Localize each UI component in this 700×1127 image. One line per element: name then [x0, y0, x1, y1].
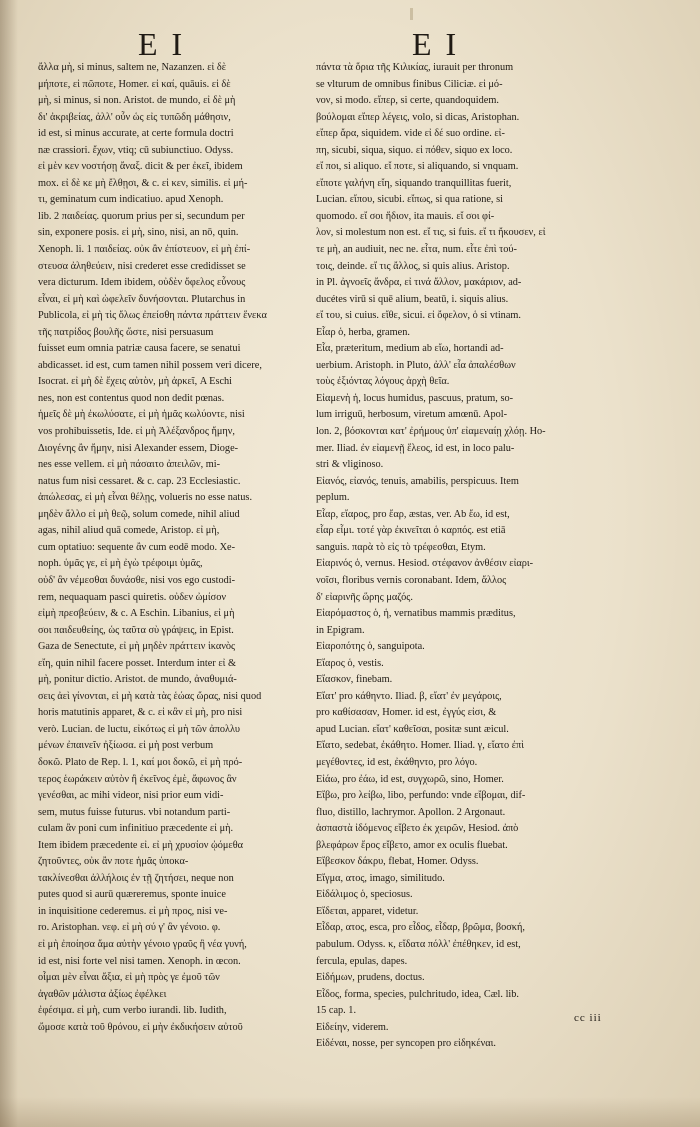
- text-line: Εἰανός, εἰανός, tenuis, amabilis, perspicuus. Item: [316, 475, 519, 487]
- text-line: cum optatiuo: sequente ἂν cum eodē modo. Xe-: [38, 541, 236, 553]
- text-line: τερος ἑωράκειν αὐτὸν ἢ ἐκεῖνος ἐμὲ, ἄφωνος ἂν: [38, 773, 237, 785]
- text-line: in Pl. ἀγνοεῖς ἄνδρα, εἰ τινά ἄλλον, μακάριον, ad-: [316, 277, 522, 289]
- text-line: Εἶα, præteritum, medium ab εἴω, hortandi ad-: [316, 343, 504, 355]
- text-line: ἐφέσιμα. εἰ μὴ, cum verbo iurandi. lib. Iudith,: [38, 1005, 227, 1017]
- text-line: se vlturum de omnibus finibus Ciliciæ. εἰ μό-: [316, 78, 503, 90]
- right-text-column: [316, 60, 634, 1053]
- text-line: νοῖσι, floribus vernis coronabant. Idem, ἄλλος: [316, 574, 507, 586]
- text-line: πάντα τὰ ὅρια τῆς Κιλικίας, iurauit per thronum: [316, 62, 514, 73]
- text-line: εἶναι, εἰ μὴ καὶ ὠφελεῖν δυνήσονται. Plutarchus in: [38, 293, 246, 305]
- text-line: δι' ἀκριβείας, ἀλλ' οὖν ὡς εἰς τυπῶδη μάθησιν,: [38, 111, 231, 123]
- text-line: sem, mutus fuisse futurus. vbi notandum parti-: [38, 806, 231, 818]
- text-line: μεγέθοντες, id est, ἐκάθηντο, pro λόγο.: [316, 756, 478, 768]
- text-line: vera dicturum. Idem ibidem, οὐδὲν ὄφελος εὖνους: [38, 277, 246, 289]
- text-line: μὴ, si minus, si non. Aristot. de mundo, εἰ δὲ μὴ: [38, 95, 236, 107]
- text-line: fuisset eum omnia patriæ causa facere, se senatui: [38, 343, 241, 355]
- gutter-shadow: [0, 0, 18, 1127]
- text-line: γενέσθαι, ac mihi videor, nisi prior eum vidi-: [38, 790, 224, 802]
- text-line: Εἴαρος ὁ, vestis.: [316, 657, 384, 669]
- text-line: culam ἂν poni cum infinitiuo præcedente εἰ μὴ.: [38, 823, 234, 835]
- text-line: ro. Aristophan. νεφ. εἰ μὴ σύ γ' ἂν γένοιο. φ.: [38, 922, 221, 934]
- text-line: stri & vliginoso.: [316, 459, 384, 471]
- text-line: τῆς πατρίδος βουλῆς ὥστε, nisi persuasum: [38, 326, 214, 338]
- text-line: ducétes virū si quē alium, beatū, i. siquis alius.: [316, 293, 509, 305]
- text-line: εἴ ποι, si aliquo. εἴ ποτε, si aliquando, si vnquam.: [316, 161, 519, 173]
- text-line: Εἶαρ, εἴαρος, pro ἔαρ, æstas, ver. Ab ἔω, id est,: [316, 508, 510, 520]
- text-line: Εἴγμα, ατος, imago, similitudo.: [316, 872, 445, 884]
- text-line: στευσα ἀληθεύειν, nisi crederet esse credidisset se: [38, 260, 246, 272]
- text-line: μένων ἐπαινεῖν ἠξίωσα. εἰ μὴ post verbum: [38, 740, 214, 752]
- text-line: verò. Lucian. de luctu, εἰκότως εἰ μὴ τῶν ἀπολλυ: [38, 723, 240, 735]
- text-line: ἄλλα μὴ, si minus, saltem ne, Nazanzen. εἰ δὲ: [38, 62, 227, 73]
- text-line: Εἶαρ ὁ, herba, gramen.: [316, 326, 410, 338]
- text-line: Εἶδαρ, ατος, esca, pro εἶδος, εἶδαρ, βρῶμα, βοσκή,: [316, 922, 525, 934]
- text-line: quomodo. εἴ σοι ἥδιον, ita mauis. εἴ σοι φί-: [316, 210, 495, 222]
- text-line: ὤμοσε κατὰ τοῦ θρόνου, εἰ μὴν ἐκδικήσειν αὐτοῦ: [38, 1021, 243, 1033]
- text-line: næ crassiori. ἔχων, vtiq; cū subiunctiuo. Odyss.: [38, 144, 234, 156]
- text-line: μηδὲν ἄλλο εἰ μὴ θεῷ, solum comede, nihil aliud: [38, 508, 240, 520]
- text-line: fluo, distillo, lachrymor. Apollon. 2 Argonaut.: [316, 806, 506, 818]
- text-line: vos prohibuissetis, Ide. εἰ μὴ Ἀλέξανδρος ἤμην,: [38, 426, 235, 438]
- text-line: pabulum. Odyss. κ, εἴδατα πόλλ' ἐπέθηκεν, id est,: [316, 938, 521, 950]
- text-line: Εἴβω, pro λείβω, libo, perfundo: vnde εἴβομαι, dif-: [316, 790, 526, 802]
- text-line: νον, si modo. εἴπερ, si certe, quandoquidem.: [316, 95, 499, 107]
- text-line: Εἰδέναι, nosse, per syncopen pro εἰδηκέναι.: [316, 1038, 496, 1050]
- text-line: fercula, epulas, dapes.: [316, 955, 408, 967]
- text-line: Εἰδάλιμος ὁ, speciosus.: [316, 889, 413, 901]
- text-line: Εἰαροπότης ὁ, sanguipota.: [316, 641, 425, 653]
- text-line: Εἰάω, pro ἐάω, id est, συγχωρῶ, sino, Homer.: [316, 773, 504, 785]
- text-line: εἰ μὴ ἐποίησα ἅμα αὐτὴν γένοιο γραῦς ἢ νέα γυνή,: [38, 938, 247, 950]
- text-line: μὴ, ponitur dictio. Aristot. de mundo, ἀναθυμιά-: [38, 674, 237, 686]
- text-line: apud Lucian. εἴατ' καθεῖσαι, positæ sunt æicul.: [316, 723, 509, 735]
- text-line: Εἰδείην, viderem.: [316, 1021, 389, 1033]
- text-line: οἶμαι μὲν εἶναι ἄξια, εἰ μὴ πρὸς γε ἐμοῦ τῶν: [38, 972, 220, 984]
- text-line: λον, si molestum non est. εἴ τις, si fuis. εἴ τι ἤκουσεν, εἰ: [316, 227, 546, 239]
- text-line: nes esse vellem. εἰ μὴ πάσαιτο ἀπειλῶν, mi-: [38, 459, 221, 471]
- text-line: ζητοῦντες, οὐκ ἂν ποτε ἡμᾶς ὑποκα-: [38, 856, 189, 868]
- text-line: id est, si minus accurate, at certe formula doctri: [38, 128, 234, 140]
- text-line: uerbium. Aristoph. in Pluto, ἀλλ' εἶα ἀπαλέσθων: [316, 359, 516, 371]
- text-line: δοκῶ. Plato de Rep. l. 1, καί μοι δοκῶ, εἰ μὴ πρό-: [38, 756, 243, 768]
- text-line: οὐδ' ἂν νέμεσθαι δυνάσθε, nisi vos ego custodi-: [38, 574, 236, 586]
- text-line: id est, nisi forte vel nisi tamen. Xenoph. in œcon.: [38, 955, 241, 967]
- text-line: Item ibidem præcedente εἰ. εἰ μὴ χρυσίον ᾠόμεθα: [38, 839, 244, 851]
- text-line: τε μὴ, an audiuit, nec ne. εἶτα, num. εἶτε ἐπὶ τού-: [316, 244, 517, 256]
- text-line: Isocrat. εἰ μὴ δὲ ἔχεις αὐτὸν, μὴ ἀρκεῖ, A Eschi: [38, 376, 233, 388]
- text-line: lum irriguū, herbosum, viretum amœnū. Apol-: [316, 409, 508, 421]
- left-text-column: [38, 60, 330, 1036]
- text-line: τοις, deinde. εἴ τις ἄλλος, si quis alius. Aristop.: [316, 260, 510, 272]
- text-line: τοὺς ἐξιόντας λόγους ἀρχὴ θεῖα.: [316, 376, 450, 388]
- text-line: πη, sicubi, siqua, siquo. εἰ πόθεν, siquo ex loco.: [316, 144, 513, 156]
- text-line: τακλίνεσθαι ἀλλήλοις ἐν τῇ ζητήσει, neque non: [38, 872, 234, 884]
- text-line: rem, nequaquam pasci quiretis. οὐδεν ὠμίσον: [38, 591, 227, 603]
- text-line: lon. 2, βόσκονται κατ' ἐρήμους ὑπ' εἰαμεναίῃ χλόῃ. Ho-: [316, 426, 546, 438]
- text-line: sanguis. παρὰ τὸ εἰς τὸ τρέφεσθαι, Etym.: [316, 541, 486, 553]
- text-line: Εἶδος, forma, species, pulchritudo, idea, Cæl. lib.: [316, 988, 520, 1000]
- text-line: σεις ἀεὶ γίνονται, εἰ μὴ κατὰ τὰς ἑώας ὥρας, nisi quod: [38, 690, 262, 702]
- text-line: horis matutinis apparet, & c. εἰ κἂν εἰ μὴ, pro nisi: [38, 707, 243, 719]
- text-line: εἴπερ ἄρα, siquidem. vide εἰ δέ suo ordine. εἰ-: [316, 128, 505, 140]
- text-line: Εἴατο, sedebat, ἐκάθητο. Homer. Iliad. γ, εἴατο ἐπὶ: [316, 740, 525, 752]
- text-line: lib. 2 παιδείας. quorum prius per si, secundum per: [38, 210, 245, 222]
- text-line: Εἴδεται, apparet, videtur.: [316, 905, 419, 917]
- text-line: Gaza de Senectute, εἰ μὴ μηδὲν πράττειν ἱκανὸς: [38, 641, 236, 653]
- text-line: εἴ του, si cuius. εἴθε, sicui. εἰ ὄφελον, ὁ si vtinam.: [316, 310, 521, 322]
- running-head-left: EI: [138, 26, 197, 62]
- text-line: εἰ μὲν κεν νοστήσῃ ἄναξ. dicit & per ἐκεῖ, ibidem: [38, 161, 243, 173]
- text-line: peplum.: [316, 492, 350, 504]
- text-line: Xenoph. li. 1 παιδείας. οὐκ ἂν ἐπίστευον, εἰ μὴ ἐπί-: [38, 244, 251, 256]
- ink-mark: [410, 8, 413, 20]
- text-line: ἀγαθῶν μάλιστα ἀξίως ἐφέλκει: [38, 988, 167, 1000]
- text-line: natus fum nisi cessaret. & c. cap. 23 Ecclesiastic.: [38, 475, 241, 487]
- text-line: mox. εἰ δὲ κε μὴ ἔλθῃσι, & c. εἰ κεν, similis. εἰ μή-: [38, 177, 248, 189]
- text-line: sin, exponere posis. εἰ μὴ, sino, nisi, an nō, quin.: [38, 227, 239, 239]
- text-line: μήποτε, εἰ πῶποτε, Homer. εἰ καί, quāuis. εἰ δὲ: [38, 78, 231, 90]
- folio-signature: cc iii: [574, 1012, 602, 1024]
- text-line: noph. ὑμᾶς γε, εἰ μὴ ἐγὼ τρέφοιμι ὑμᾶς,: [38, 558, 203, 570]
- text-line: ἀσπαστὰ ἰδόμενος εἴβετο ἐκ χειρῶν, Hesiod. ἀπὸ: [316, 823, 519, 835]
- text-line: σοι παιδευθείης, ὡς ταῦτα σὺ γράψεις, in Epist.: [38, 624, 234, 636]
- text-line: βούλομαι εἴπερ λέγεις, volo, si dicas, Aristophan.: [316, 111, 520, 123]
- running-head-right: EI: [412, 26, 471, 62]
- text-line: τι, geminatum cum indicatiuo. apud Xenoph.: [38, 194, 224, 206]
- text-line: Εἰαμενὴ ἡ, locus humidus, pascuus, pratum, so-: [316, 392, 514, 404]
- text-line: Εἴασκον, finebam.: [316, 674, 393, 686]
- text-line: abdicasset. id est, cum tamen nihil possem veri dicere,: [38, 359, 262, 371]
- text-line: 15 cap. 1.: [316, 1005, 357, 1017]
- text-line: pro καθίσασαν, Homer. id est, ἐγγύς εἰσι, &: [316, 707, 497, 719]
- text-line: εἴποτε γαλήνη εἴη, siquando tranquillitas fuerit,: [316, 177, 512, 189]
- text-line: putes quod si aurū quæreremus, sponte inuice: [38, 889, 226, 901]
- text-line: εἰμὴ πρεσβεύειν, & c. A Eschin. Libanius, εἰ μὴ: [38, 608, 235, 620]
- text-line: εἶαρ εἶμι. τοτέ γὰρ ἐκινεῖται ὁ καρπός. est etiā: [316, 525, 506, 537]
- text-line: nes, non est contentus quod non dedit pœnas.: [38, 392, 225, 404]
- text-line: εἴη, quin nihil facere posset. Interdum inter εἰ &: [38, 657, 237, 669]
- text-line: mer. Iliad. ἐν εἰαμενῇ ἕλεος, id est, in loco palu-: [316, 442, 515, 454]
- text-line: ἀπώλεσας, εἰ μὴ εἶναι θέλῃς, volueris no esse natus.: [38, 492, 253, 504]
- text-line: Publicola, εἰ μὴ τὶς ὅλως ἐπείσθη πάντα πράττειν ἕνεκα: [38, 310, 267, 322]
- text-line: Διογένης ἂν ἤμην, nisi Alexander essem, Dioge-: [38, 442, 239, 454]
- text-line: in Epigram.: [316, 624, 365, 636]
- text-line: ἡμεῖς δὲ μὴ ἐκωλύσατε, εἰ μὴ ἡμᾶς κωλύοντε, nisi: [38, 409, 245, 421]
- text-line: Lucian. εἴπου, sicubi. εἴπως, si qua ratione, si: [316, 194, 503, 206]
- text-line: δ' εἰαρινῆς ὥρης μαζός.: [316, 591, 413, 603]
- text-line: Εἴατ' pro κάθηντο. Iliad. β, εἴατ' ἐν μεγάροις,: [316, 690, 502, 702]
- text-line: Εἰαρόμαστος ὁ, ἡ, vernatibus mammis præditus,: [316, 608, 516, 620]
- page-bottom-shadow: [0, 1097, 700, 1127]
- text-line: βλεφάρων ἔρος εἴβετο, amor ex oculis fluebat.: [316, 839, 508, 851]
- text-line: Εἰαρινός ὁ, vernus. Hesiod. στέφανον ἀνθέσιν εἰαρι-: [316, 558, 534, 570]
- text-line: in inquisitione cederemus. εἰ μὴ προς, nisi ve-: [38, 905, 228, 917]
- text-line: Εἰδήμων, prudens, doctus.: [316, 972, 425, 984]
- text-line: agas, nihil aliud quā comede, Aristop. εἰ μὴ,: [38, 525, 220, 537]
- text-line: Εἴβεσκον δάκρυ, flebat, Homer. Odyss.: [316, 856, 479, 868]
